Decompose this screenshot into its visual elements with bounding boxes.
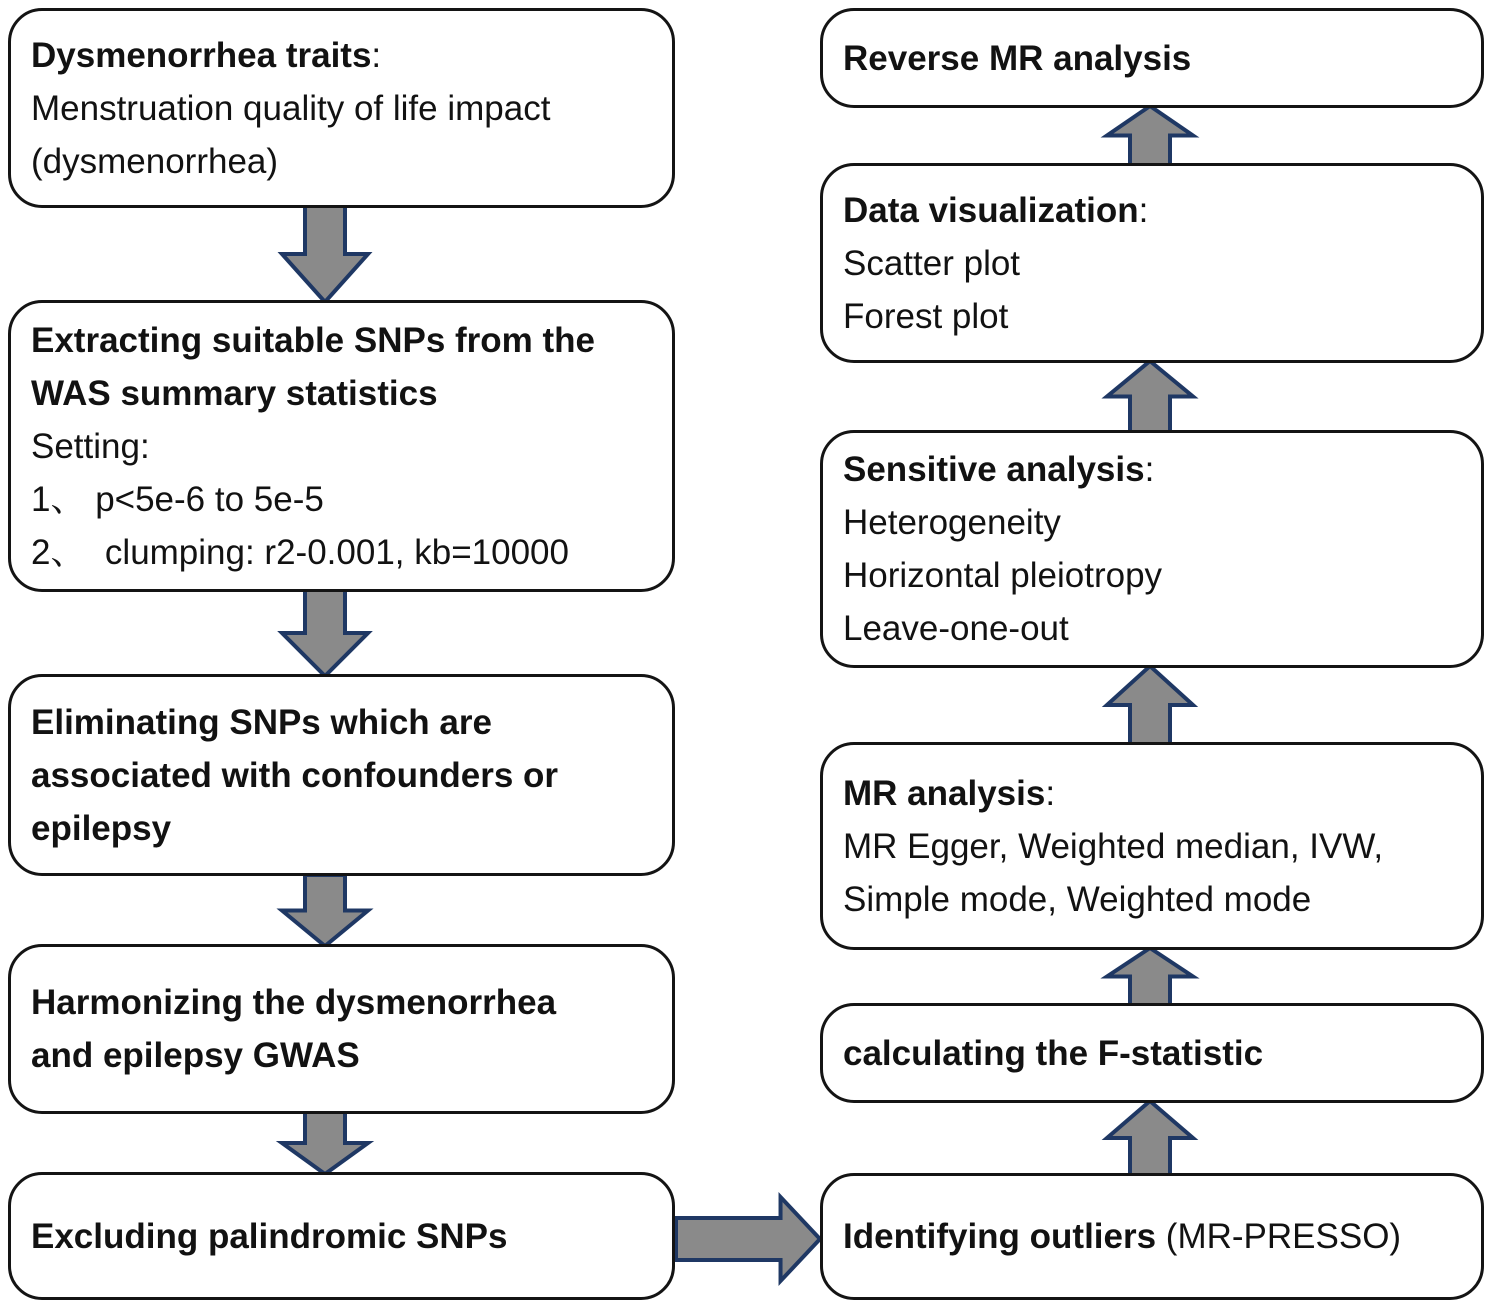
box-data-visualization-colon: : bbox=[1138, 190, 1149, 230]
up-arrow-icon bbox=[1107, 666, 1193, 744]
box-reverse-mr-analysis-title: Reverse MR analysis bbox=[843, 38, 1192, 78]
box-dysmenorrhea-traits-title-line bbox=[31, 29, 660, 82]
box-harmonizing-gwas bbox=[8, 944, 675, 1114]
box-harmonizing-gwas-line-2: and epilepsy GWAS bbox=[31, 1036, 360, 1075]
up-arrow-icon bbox=[1107, 106, 1193, 165]
box-dysmenorrhea-traits-line-1: Menstruation quality of life impact bbox=[31, 88, 551, 128]
box-excluding-palindromic-title: Excluding palindromic SNPs bbox=[31, 1216, 508, 1256]
box-sensitive-analysis-title: Sensitive analysis bbox=[843, 450, 1145, 489]
box-mr-analysis-line-1: MR Egger, Weighted median, IVW, bbox=[843, 826, 1384, 866]
box-mr-analysis-title-line bbox=[843, 767, 1469, 820]
up-arrow-icon bbox=[1107, 1101, 1193, 1175]
box-sensitive-analysis-line-3: Leave-one-out bbox=[843, 609, 1069, 648]
box-identifying-outliers bbox=[820, 1173, 1484, 1300]
down-arrow-icon bbox=[282, 206, 368, 302]
box-eliminating-snps-line-2: associated with confounders or bbox=[31, 755, 559, 795]
box-data-visualization-title: Data visualization bbox=[843, 190, 1139, 230]
box-mr-analysis bbox=[820, 742, 1484, 950]
box-mr-analysis-title: MR analysis bbox=[843, 773, 1046, 813]
up-arrow-icon bbox=[1107, 361, 1193, 432]
box-extracting-snps bbox=[8, 300, 675, 592]
box-f-statistic bbox=[820, 1003, 1484, 1103]
box-sensitive-analysis-colon: : bbox=[1144, 450, 1155, 489]
box-data-visualization-line-2: Forest plot bbox=[843, 296, 1009, 336]
box-data-visualization-line-1: Scatter plot bbox=[843, 243, 1021, 283]
box-eliminating-snps-line-3: epilepsy bbox=[31, 808, 172, 848]
down-arrow-icon bbox=[282, 590, 368, 676]
box-extracting-snps-line-3: 2、 clumping: r2-0.001, kb=10000 bbox=[31, 532, 569, 572]
box-dysmenorrhea-traits-title: Dysmenorrhea traits bbox=[31, 35, 372, 75]
box-identifying-outliers-title: Identifying outliers bbox=[843, 1217, 1157, 1256]
box-extracting-snps-title-line-2: WAS summary statistics bbox=[31, 373, 438, 413]
box-reverse-mr-analysis bbox=[820, 8, 1484, 108]
box-excluding-palindromic bbox=[8, 1172, 675, 1300]
box-extracting-snps-title-line-1: Extracting suitable SNPs from the bbox=[31, 320, 596, 360]
right-arrow-icon bbox=[676, 1197, 820, 1281]
box-harmonizing-gwas-line-1: Harmonizing the dysmenorrhea bbox=[31, 983, 557, 1022]
box-dysmenorrhea-traits-line-2: (dysmenorrhea) bbox=[31, 141, 279, 181]
box-data-visualization-title-line bbox=[843, 184, 1469, 237]
box-dysmenorrhea-traits-colon: : bbox=[371, 35, 382, 75]
box-mr-analysis-colon: : bbox=[1045, 773, 1056, 813]
box-sensitive-analysis-title-line bbox=[843, 443, 1469, 496]
box-mr-analysis-line-2: Simple mode, Weighted mode bbox=[843, 879, 1312, 919]
box-extracting-snps-line-1: Setting: bbox=[31, 426, 150, 466]
box-data-visualization bbox=[820, 163, 1484, 363]
box-sensitive-analysis-line-2: Horizontal pleiotropy bbox=[843, 556, 1163, 595]
box-dysmenorrhea-traits bbox=[8, 8, 675, 208]
box-eliminating-snps-line-1: Eliminating SNPs which are bbox=[31, 702, 492, 742]
down-arrow-icon bbox=[282, 1112, 368, 1174]
box-identifying-outliers-title-line bbox=[843, 1210, 1469, 1263]
up-arrow-icon bbox=[1107, 948, 1193, 1005]
box-sensitive-analysis bbox=[820, 430, 1484, 668]
down-arrow-icon bbox=[282, 875, 368, 946]
box-identifying-outliers-suffix: (MR-PRESSO) bbox=[1156, 1217, 1402, 1256]
box-f-statistic-title: calculating the F-statistic bbox=[843, 1033, 1264, 1073]
box-extracting-snps-line-2: 1、 p<5e-6 to 5e-5 bbox=[31, 479, 324, 519]
box-sensitive-analysis-line-1: Heterogeneity bbox=[843, 503, 1061, 542]
box-eliminating-snps bbox=[8, 674, 675, 876]
